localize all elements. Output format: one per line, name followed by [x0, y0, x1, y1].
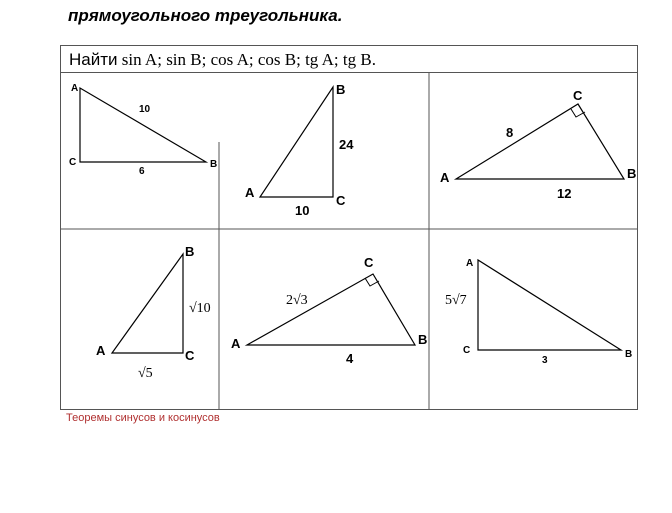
triangle-3-label-b: B	[627, 166, 637, 181]
triangle-6-label-b: B	[625, 349, 633, 360]
triangle-6	[445, 258, 632, 366]
footer-link-text[interactable]: Теоремы синусов и косинусов	[66, 412, 220, 424]
task-sin-a: sin A	[121, 50, 158, 69]
triangle-2-label-a: A	[245, 185, 255, 200]
task-text: Найти sin A; sin B; cos A; cos B; tg A; tg B.	[69, 50, 376, 69]
triangle-1-label-b: B	[210, 159, 218, 170]
triangle-1-shape	[80, 88, 206, 162]
triangle-5	[231, 255, 427, 366]
triangle-3-side-ab: 12	[557, 186, 572, 201]
task-lead: Найти	[69, 50, 118, 69]
task-sin-b: sin B	[166, 50, 202, 69]
task-cos-b: cos B	[257, 50, 297, 69]
triangle-3-right-angle-mark	[571, 109, 585, 117]
triangle-3-side-ac: 8	[506, 125, 514, 140]
page-heading: прямоугольного треугольника.	[68, 6, 343, 25]
triangle-1-side-ac: 6	[139, 166, 145, 177]
triangle-4-side-bc: √10	[189, 301, 211, 316]
triangle-2-side-ac: 10	[295, 203, 310, 218]
triangle-1-label-a: A	[71, 83, 79, 94]
triangle-3-label-a: A	[440, 170, 450, 185]
triangle-6-shape	[478, 260, 621, 350]
task-tg-b: tg B	[342, 50, 372, 69]
triangle-5-side-ab: 4	[346, 351, 354, 366]
triangle-6-label-c: C	[463, 345, 471, 356]
triangle-5-side-ac: 2√3	[286, 293, 308, 308]
triangle-2-shape	[260, 87, 333, 197]
triangle-4-shape	[112, 254, 183, 353]
triangle-5-label-a: A	[231, 336, 241, 351]
triangle-6-side-bc: 3	[542, 355, 548, 366]
triangle-6-side-ac: 5√7	[445, 293, 467, 308]
triangle-1	[69, 83, 217, 177]
triangle-2	[245, 82, 354, 218]
triangle-4-side-ac: √5	[138, 366, 153, 381]
triangle-3-shape	[456, 104, 624, 179]
triangle-6-label-a: A	[466, 258, 474, 269]
triangle-3	[440, 88, 636, 201]
triangle-3-label-c: C	[573, 88, 583, 103]
triangle-4-label-c: C	[185, 348, 195, 363]
triangle-4-label-a: A	[96, 343, 106, 358]
triangle-1-side-hypotenuse: 10	[139, 104, 151, 115]
triangle-5-right-angle-mark	[365, 278, 379, 286]
task-tg-a: tg A	[305, 50, 334, 69]
triangle-grid	[60, 72, 640, 412]
task-cos-a: cos A	[210, 50, 249, 69]
triangle-5-label-c: C	[364, 255, 374, 270]
triangle-2-label-c: C	[336, 193, 346, 208]
triangle-4	[96, 244, 211, 381]
task-row	[60, 45, 638, 73]
triangle-5-label-b: B	[418, 332, 428, 347]
triangle-4-label-b: B	[185, 244, 195, 259]
triangle-2-label-b: B	[336, 82, 346, 97]
triangle-2-side-bc: 24	[339, 137, 354, 152]
triangle-5-shape	[247, 274, 415, 345]
triangle-1-label-c: C	[69, 157, 77, 168]
